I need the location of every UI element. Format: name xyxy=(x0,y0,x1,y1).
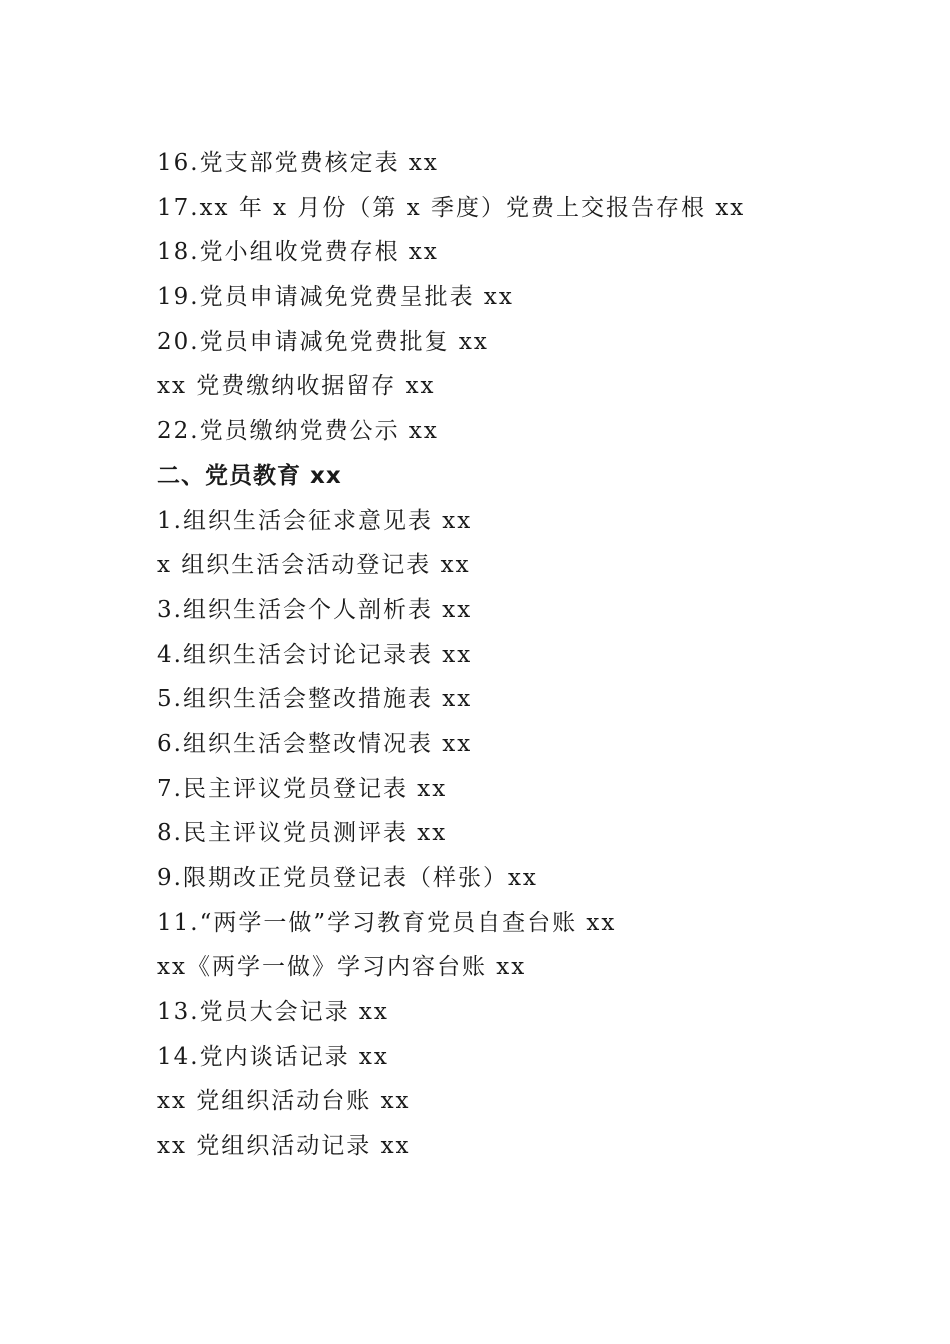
list-item: 22.党员缴纳党费公示 xx xyxy=(157,418,439,445)
list-item: 14.党内谈话记录 xx xyxy=(157,1043,389,1070)
list-item: 6.组织生活会整改情况表 xx xyxy=(157,730,473,757)
list-item: x 组织生活会活动登记表 xx xyxy=(157,552,471,579)
list-item: 17.xx 年 x 月份（第 x 季度）党费上交报告存根 xx xyxy=(157,194,746,221)
list-item: 16.党支部党费核定表 xx xyxy=(157,150,439,176)
document-body xyxy=(157,141,857,1169)
list-item: 3.组织生活会个人剖析表 xx xyxy=(157,596,473,623)
list-item: 11.“两学一做”学习教育党员自查台账 xx xyxy=(157,909,617,936)
list-item: 4.组织生活会讨论记录表 xx xyxy=(157,641,473,668)
list-item: 8.民主评议党员测评表 xx xyxy=(157,820,448,847)
list-item: 5.组织生活会整改措施表 xx xyxy=(157,686,473,713)
list-item: xx《两学一做》学习内容台账 xx xyxy=(157,954,527,981)
list-item: 18.党小组收党费存根 xx xyxy=(157,239,439,266)
list-item: 1.组织生活会征求意见表 xx xyxy=(157,507,473,534)
list-item: 20.党员申请减免党费批复 xx xyxy=(157,328,489,355)
list-item: 13.党员大会记录 xx xyxy=(157,999,389,1026)
list-item: 9.限期改正党员登记表（样张）xx xyxy=(157,865,538,891)
list-item: 19.党员申请减免党费呈批表 xx xyxy=(157,284,514,311)
list-item: xx 党费缴纳收据留存 xx xyxy=(157,373,436,400)
list-item: xx 党组织活动台账 xx xyxy=(157,1088,411,1115)
section-heading: 二、党员教育 xx xyxy=(157,462,342,489)
list-item: 7.民主评议党员登记表 xx xyxy=(157,775,448,802)
list-item: xx 党组织活动记录 xx xyxy=(157,1133,411,1160)
